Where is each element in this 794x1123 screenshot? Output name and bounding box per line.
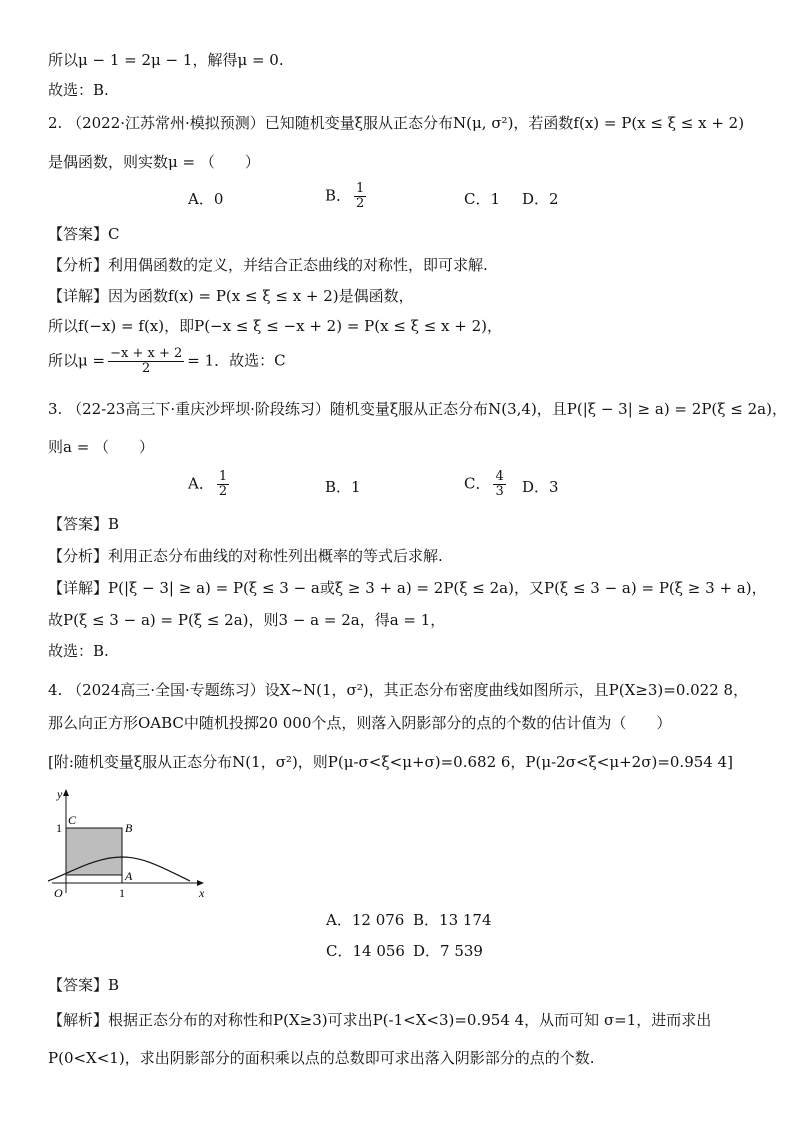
q2-option-c: C．1 [464, 190, 501, 208]
q2-detail-3-post: = 1．故选：C [187, 351, 286, 370]
q2-option-b-label: B． [325, 186, 352, 205]
q4-stem-line2: 那么向正方形OABC中随机投掷20 000个点，则落入阴影部分的点的个数的估计值为（ ） [48, 714, 672, 732]
q4-option-a: A．12 076 [326, 911, 405, 929]
q3-detail-1: 【详解】P(|ξ − 3| ≥ a) = P(ξ ≤ 3 − a或ξ ≥ 3 + a) = 2P(ξ ≤ 2a)，又P(ξ ≤ 3 − a) = P(ξ ≥ 3 + a)， [48, 579, 767, 597]
q2-stem-line1: 2. （2022·江苏常州·模拟预测）已知随机变量ξ服从正态分布N(μ, σ²)，若函数f(x) = P(x ≤ ξ ≤ x + 2) [48, 114, 745, 132]
q3-option-a-fraction [217, 470, 229, 499]
q3-option-a-num: 1 [218, 469, 228, 484]
q4-explanation-2: P(0<X<1)，求出阴影部分的面积乘以点的总数即可求出落入阴影部分的点的个数. [48, 1049, 595, 1067]
q2-detail-3-fraction [108, 347, 184, 376]
q4-answer: 【答案】B [48, 976, 120, 994]
q3-answer: 【答案】B [48, 515, 120, 533]
q2-option-b-num: 1 [356, 181, 365, 196]
q2-option-b-den: 2 [356, 196, 365, 211]
q3-option-b: B．1 [325, 478, 361, 496]
label-b: B [125, 821, 133, 835]
q3-detail-3: 故选：B. [48, 642, 109, 660]
q4-stem-line3: [附:随机变量ξ服从正态分布N(1，σ²)，则P(μ-σ<ξ<μ+σ)=0.682 6，P(μ-2σ<ξ<μ+2σ)=0.954 4] [48, 753, 733, 771]
q2-detail-3-pre: 所以μ = [48, 351, 106, 370]
q2-detail-1: 【详解】因为函数f(x) = P(x ≤ ξ ≤ x + 2)是偶函数， [48, 287, 414, 305]
normal-density-figure [40, 785, 220, 900]
q3-option-c [464, 470, 509, 499]
q3-option-c-num: 4 [495, 469, 504, 484]
q4-option-b: B．13 174 [413, 911, 492, 929]
q3-option-c-fraction [493, 470, 505, 499]
q2-detail-3-num: −x + x + 2 [110, 346, 183, 361]
line-mu-solution: 所以μ − 1 = 2μ − 1，解得μ = 0. [48, 51, 284, 69]
q3-option-a-label: A． [188, 474, 214, 493]
q2-option-d: D．2 [522, 190, 559, 208]
q3-analysis: 【分析】利用正态分布曲线的对称性列出概率的等式后求解. [48, 547, 443, 565]
label-c: C [68, 813, 77, 827]
q3-detail-2: 故P(ξ ≤ 3 − a) = P(ξ ≤ 2a)，则3 − a = 2a，得a = 1， [48, 611, 446, 629]
q4-option-d: D．7 539 [413, 942, 483, 960]
q2-option-a: A．0 [188, 190, 224, 208]
q2-stem-line2: 是偶函数，则实数μ = （ ） [48, 153, 260, 171]
q2-detail-3-den: 2 [142, 361, 151, 376]
q3-option-d: D．3 [522, 478, 559, 496]
q2-option-b [325, 182, 369, 211]
line-choose-b: 故选：B. [48, 81, 109, 99]
q2-answer: 【答案】C [48, 225, 120, 243]
q3-option-a-den: 2 [218, 484, 228, 499]
label-o: O [54, 886, 63, 900]
q3-stem-line1: 3. （22-23高三下·重庆沙坪坝·阶段练习）随机变量ξ服从正态分布N(3,4)，且P(|ξ − 3| ≥ a) = 2P(ξ ≤ 2a)， [48, 400, 787, 418]
q2-detail-3 [48, 347, 286, 376]
q2-option-b-fraction [354, 182, 366, 211]
label-x: x [199, 886, 205, 900]
label-a: A [125, 869, 133, 883]
label-one-x: 1 [119, 886, 125, 900]
q3-stem-line2: 则a = （ ） [48, 438, 155, 456]
q3-option-c-den: 3 [495, 484, 504, 499]
label-y: y [57, 787, 63, 801]
shaded-region [66, 828, 122, 875]
q4-stem-line1: 4. （2024高三·全国·专题练习）设X~N(1，σ²)，其正态分布密度曲线如图所示，且P(X≥3)=0.022 8， [48, 681, 749, 699]
q2-analysis: 【分析】利用偶函数的定义，并结合正态曲线的对称性，即可求解. [48, 256, 488, 274]
q2-detail-2: 所以f(−x) = f(x)，即P(−x ≤ ξ ≤ −x + 2) = P(x ≤ ξ ≤ x + 2)， [48, 317, 503, 335]
q3-option-c-label: C． [464, 474, 491, 493]
q4-explanation-1: 【解析】根据正态分布的对称性和P(X≥3)可求出P(-1<X<3)=0.954 4，从而可知 σ=1，进而求出 [48, 1011, 712, 1029]
label-one-y: 1 [56, 821, 62, 835]
q4-option-c: C．14 056 [326, 942, 405, 960]
q3-option-a [188, 470, 232, 499]
y-axis-arrow [63, 789, 69, 796]
